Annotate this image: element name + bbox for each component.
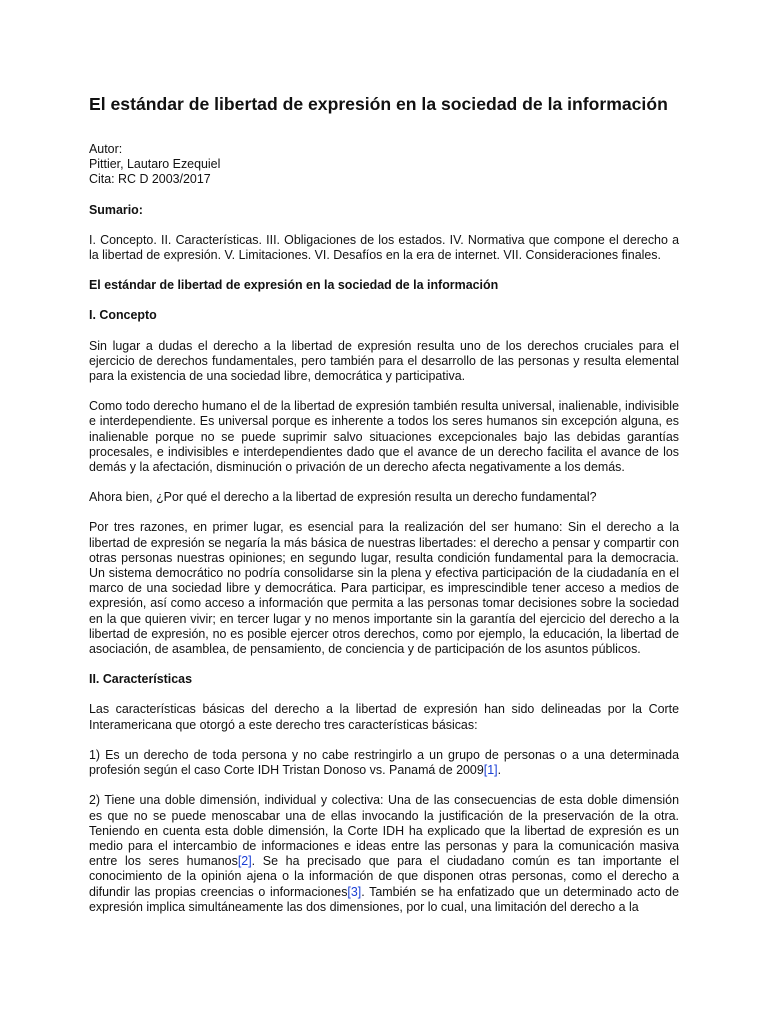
paragraph-text: 1) Es un derecho de toda persona y no cabe restringirlo a un grupo de personas o a una determinada profesión según el caso Corte IDH Tristan Donoso vs. Panamá de 2009 — [89, 747, 679, 778]
paragraph — [89, 793, 679, 915]
footnote-link-1[interactable]: [1] — [483, 763, 498, 778]
paragraph: Sin lugar a dudas el derecho a la libertad de expresión resulta uno de los derechos cruciales para el ejercicio de derechos fundamentales, pero también para el desarrollo de las personas y resulta elemental para la existencia de una sociedad libre, democrática y participativa. — [89, 338, 679, 384]
document-subtitle: El estándar de libertad de expresión en la sociedad de la información — [89, 278, 499, 293]
paragraph-text: 2) Tiene una doble dimensión, individual y colectiva: Una de las consecuencias de esta doble dimensión es que no se puede menoscabar una de ellas invocando la justificación de la preservación de la otra. Teniendo en cuenta esta doble dimensión, la Corte IDH ha explicado que la libertad de expresión es un medio para el intercambio de informaciones e ideas entre las personas y para la comunicación masiva entre los seres humanos — [89, 793, 679, 869]
paragraph-text: . — [497, 763, 502, 778]
paragraph — [89, 748, 679, 778]
summary-text: I. Concepto. II. Características. III. Obligaciones de los estados. IV. Normativa que compone el derecho a la libertad de expresión. V. Limitaciones. VI. Desafíos en la era de internet. VII. Consideraciones finales. — [89, 232, 679, 263]
paragraph-text: . Se ha precisado que para el ciudadano común es tan importante el conocimiento de la opinión ajena o la información de que disponen otras personas, como el derecho a difundir las propias creencias o informaciones — [89, 854, 679, 899]
citation: Cita: RC D 2003/2017 — [89, 172, 211, 187]
footnote-link-3[interactable]: [3] — [347, 884, 362, 899]
summary-heading: Sumario: — [89, 202, 143, 217]
paragraph: Las características básicas del derecho a la libertad de expresión han sido delineadas por la Corte Interamericana que otorgó a este derecho tres características básicas: — [89, 702, 679, 732]
paragraph-text: . También se ha enfatizado que un determinado acto de expresión implica simultáneamente las dos dimensiones, por lo cual, una limitación del derecho a la — [89, 884, 679, 914]
paragraph: Ahora bien, ¿Por qué el derecho a la libertad de expresión resulta un derecho fundamental? — [89, 490, 597, 505]
section-1-heading: I. Concepto — [89, 308, 157, 323]
paragraph: Como todo derecho humano el de la libertad de expresión también resulta universal, inalienable, indivisible e interdependiente. Es universal porque es inherente a todos los seres humanos sin excepción alguna, es inalienable porque no se puede suprimir salvo situaciones excepcionales bajo las debidas garantías procesales, e indivisibles e interdependientes dado que el avance de un derecho facilita el avance de los demás y la afectación, disminución o privación de un derecho afecta negativamente a los demás. — [89, 399, 679, 475]
paragraph: Por tres razones, en primer lugar, es esencial para la realización del ser humano: Sin el derecho a la libertad de expresión se negaría la más básica de nuestras libertades: el derecho a pensar y compartir con otras personas nuestras opiniones; en segundo lugar, resulta condición fundamental para la democracia. Un sistema democrático no podría consolidarse sin la plena y efectiva participación de la ciudadanía en el marco de una sociedad libre y democrática. Para participar, es imprescindible tener acceso a medios de expresión, así como acceso a información que permita a las personas tomar decisiones sobre la sociedad en la que quieren vivir; en tercer lugar y no menos importante sin la garantía del ejercicio del derecho a la libertad de expresión, no es posible ejercer otros derechos, como por ejemplo, la educación, la libertad de asociación, de asamblea, de pensamiento, de conciencia y de participación de los asuntos públicos. — [89, 520, 679, 657]
author-name: Pittier, Lautaro Ezequiel — [89, 157, 221, 172]
document-title: El estándar de libertad de expresión en la sociedad de la información — [89, 94, 668, 114]
footnote-link-2[interactable]: [2] — [237, 854, 252, 869]
document-meta — [89, 142, 679, 188]
author-label: Autor: — [89, 142, 123, 156]
section-2-heading: II. Características — [89, 672, 193, 687]
